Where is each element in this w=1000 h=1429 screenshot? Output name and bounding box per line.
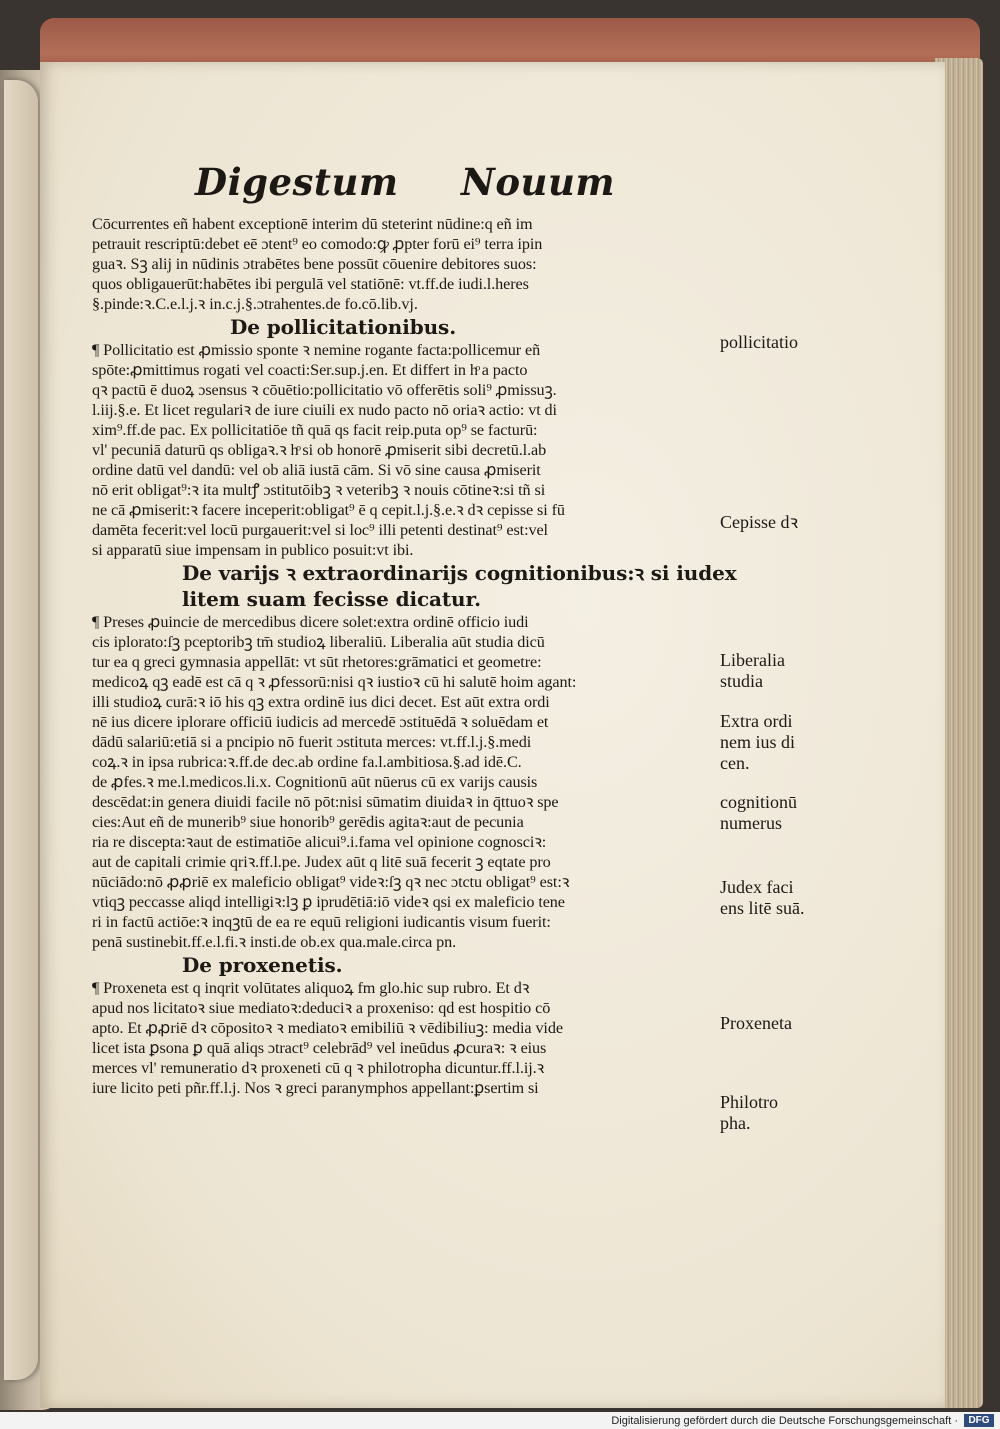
text-line: ¶ Proxeneta est q inqrit volūtates aliquoꝝ fm glo.hic sup rubro. Et dꝛ <box>92 979 530 997</box>
margin-note: Liberalia <box>720 650 785 670</box>
text-line: ¶ Preses ꝓuincie de mercedibus dicere solet:extra ordinē officio iudi <box>92 613 529 631</box>
section-title: litem suam fecisse dicatur. <box>182 587 481 611</box>
text-line: tur ea q greci gymnasia appellāt: vt sūt rhetores:grāmatici et geometre: <box>92 653 542 671</box>
text-line: §.pinde:ꝛ.C.e.l.j.ꝛ in.c.j.§.ɔtrahentes.de fo.cō.lib.vj. <box>92 295 418 313</box>
text-line: de ꝓfes.ꝛ me.l.medicos.li.x. Cognitionū aūt nūerus cū ex varijs causis <box>92 773 538 791</box>
margin-note: Philotro <box>720 1092 779 1112</box>
margin-note: ens litē suā. <box>720 898 805 918</box>
margin-note: numerus <box>720 813 782 833</box>
text-line: si apparatū siue impensam in publico posuit:vt ibi. <box>92 541 414 559</box>
text-line: ri in factū actiōe:ꝛ inqꝫtū de ea re equū religioni iudicantis visum fuerit: <box>92 913 551 931</box>
text-line: nō erit obligat⁹:ꝛ ita multꝭ ɔstitutōibꝫ ꝛ veteribꝫ ꝛ nouis cōtineꝛ:si tñ si <box>92 481 546 499</box>
text-line: licet ista ꝑsona ꝑ quā aliqs ɔtract⁹ celebrād⁹ vel ineūdus ꝓcuraꝛ: ꝛ eius <box>92 1039 547 1057</box>
text-line: quos obligauerūt:habētes ibi pergulā vel statiōnē: vt.ff.de iudi.l.heres <box>92 275 529 293</box>
text-line: qꝛ pactū ē duoꝝ ɔsensus ꝛ cōuētio:pollicitatio vō offerētis soli⁹ ꝓmissuꝫ. <box>92 381 557 399</box>
text-line: medicoꝝ qꝫ eadē est cā q ꝛ ꝓfessorū:nisi qꝛ iustioꝛ cū hi salutē hoim agant: <box>92 673 577 691</box>
text-line: dādū salariū:etiā si a pncipio nō fuerit ɔstituta merces: vt.ff.l.j.§.medi <box>92 733 532 751</box>
text-line: Cōcurrentes eñ habent exceptionē interim dū steterint nūdine:q eñ im <box>92 215 533 233</box>
text-line: apto. Et ꝓꝓriē dꝛ cōpositoꝛ ꝛ mediatoꝛ emibiliū ꝛ vēdibiliuꝫ: media vide <box>92 1019 563 1037</box>
text-line: spōte:ꝓmittimus rogati vel coacti:Ser.sup.j.en. Et differt in hͦ a pacto <box>92 361 528 379</box>
text-line: cies:Aut eñ de munerib⁹ siue honorib⁹ gerēdis agitaꝛ:aut de pecunia <box>92 813 524 831</box>
text-line: petrauit rescriptū:debet eē ɔtent⁹ eo comodo:ꝙ ꝓpter forū ei⁹ terra ipin <box>92 235 543 253</box>
margin-note: pha. <box>720 1113 751 1133</box>
text-line: penā sustinebit.ff.e.l.fi.ꝛ insti.de ob.ex qua.male.circa pn. <box>92 933 457 951</box>
text-line: xim⁹.ff.de pac. Ex pollicitatiōe tñ quā qs facit reip.puta op⁹ se facturū: <box>92 421 538 439</box>
text-line: merces vl' remuneratio dꝛ proxeneti cū q ꝛ philotropha dicuntur.ff.l.ij.ꝛ <box>92 1059 545 1077</box>
text-line: coꝝ.ꝛ in ipsa rubrica:ꝛ.ff.de dec.ab ordine fa.l.ambitiosa.§.ad idē.C. <box>92 753 522 771</box>
margin-note: Cepisse dꝛ <box>720 512 799 532</box>
text-line: apud nos licitatoꝛ siue mediatoꝛ:deduciꝛ a proxeniso: qd est hospitio cō <box>92 999 551 1017</box>
funding-notice: Digitalisierung gefördert durch die Deutsche Forschungsgemeinschaft · <box>611 1415 958 1427</box>
section-title: De pollicitationibus. <box>230 315 457 339</box>
page-curl <box>4 80 38 1380</box>
margin-note: nem ius di <box>720 732 795 752</box>
text-line: vtiqꝫ peccasse aliqd intelligiꝛ:lꝫ ꝑ iprudētiā:iō videꝛ qsi ex maleficio tene <box>92 893 565 911</box>
dfg-logo: DFG <box>964 1414 994 1427</box>
heading-left: Digestum <box>195 160 399 204</box>
heading-right: Nouum <box>461 160 615 204</box>
running-heading <box>195 160 615 210</box>
text-line: ordine datū vel dandū: vel ob aliā iustā cām. Si vō sine causa ꝓmiserit <box>92 461 541 479</box>
text-line: l.iij.§.e. Et licet regulariꝛ de iure ciuili ex nudo pacto nō oriaꝛ actio: vt di <box>92 401 557 419</box>
text-line: nūciādo:nō ꝓꝓriē ex maleficio obligat⁹ videꝛ:ſꝫ qꝛ nec ɔtctu obligat⁹ est:ꝛ <box>92 873 570 891</box>
text-line: vl' pecuniā daturū qs obligaꝛ.ꝛ hͦ si ob honorē ꝓmiserit sibi decretū.l.ab <box>92 441 547 459</box>
margin-note: Judex faci <box>720 877 794 897</box>
text-line: aut de capitali crimie qriꝛ.ff.l.pe. Judex aūt q litē suā fecerit ꝫ eqtate pro <box>92 853 551 871</box>
text-line: cis iplorato:ſꝫ pceptoribꝫ tm̄ studioꝝ liberaliū. Liberalia aūt studia dicū <box>92 633 545 651</box>
text-line: damēta fecerit:vel locū purgauerit:vel si loc⁹ illi petenti destinat⁹ est:vel <box>92 521 548 539</box>
margin-note: Extra ordi <box>720 711 793 731</box>
margin-note: pollicitatio <box>720 332 798 352</box>
text-line: ria re discepta:ꝛaut de estimatiōe alicui⁹.i.fama vel opinione cognosciꝛ: <box>92 833 547 851</box>
section-title: De varijs ꝛ extraordinarijs cognitionibus:ꝛ si iudex <box>182 561 737 585</box>
text-line: iure licito peti pñr.ff.l.j. Nos ꝛ greci paranymphos appellant:ꝑsertim si <box>92 1079 539 1097</box>
margin-note: Proxeneta <box>720 1013 792 1033</box>
margin-note: studia <box>720 671 763 691</box>
text-line: nē ius dicere iplorare officiū iudicis ad mercedē ɔstituēdā ꝛ soluēdam et <box>92 713 549 731</box>
margin-note: cognitionū <box>720 792 797 812</box>
text-line: descēdat:in genera diuidi facile nō pōt:nisi sūmatim diuidaꝛ in q̄ttuoꝛ spe <box>92 793 559 811</box>
text-line: ne cā ꝓmiserit:ꝛ facere inceperit:obligat⁹ ē q cepit.l.j.§.e.ꝛ dꝛ cepisse si fū <box>92 501 565 519</box>
text-line: illi studioꝝ curā:ꝛ iō his qꝫ extra ordinē ius dici decet. Est aūt extra ordi <box>92 693 550 711</box>
text-line: ¶ Pollicitatio est ꝓmissio sponte ꝛ nemine rogante facta:pollicemur eñ <box>92 341 541 359</box>
text-line: guaꝛ. Sꝫ alij in nūdinis ɔtrabētes bene possūt cōuenire debitores suos: <box>92 255 537 273</box>
margin-note: cen. <box>720 753 750 773</box>
section-title: De proxenetis. <box>182 953 343 977</box>
